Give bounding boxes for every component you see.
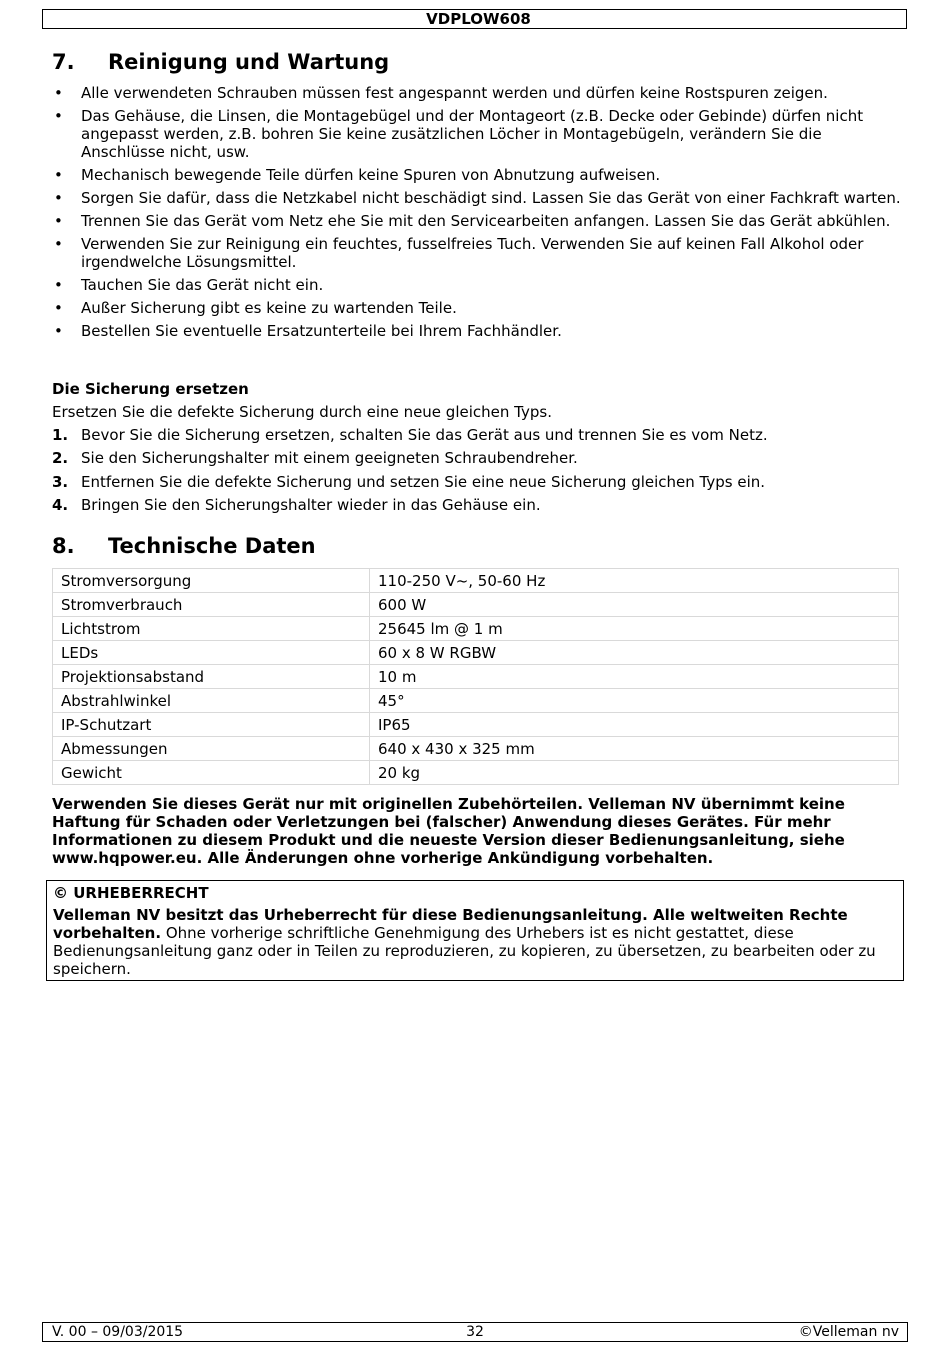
- model-name: VDPLOW608: [426, 10, 531, 28]
- spec-value: 110-250 V~, 50-60 Hz: [370, 569, 899, 593]
- table-row: [53, 761, 899, 785]
- footer-version: V. 00 – 09/03/2015: [52, 1324, 184, 1340]
- fuse-subheading: Die Sicherung ersetzen: [52, 380, 249, 398]
- list-item: • Tauchen Sie das Gerät nicht ein.: [52, 276, 902, 294]
- spec-value: 600 W: [370, 593, 899, 617]
- table-row: [53, 665, 899, 689]
- list-item: • Trennen Sie das Gerät vom Netz ehe Sie mit den Servicearbeiten anfangen. Lassen Sie das Gerät abkühlen.: [52, 212, 902, 230]
- section-7-title: Reinigung und Wartung: [108, 50, 390, 74]
- footer-page-number: 32: [466, 1324, 484, 1340]
- section-8-number: 8.: [52, 534, 75, 558]
- copyright-body: [53, 906, 897, 978]
- table-row: [53, 713, 899, 737]
- section-8-heading: [52, 534, 316, 558]
- spec-value: 20 kg: [370, 761, 899, 785]
- list-item: • Außer Sicherung gibt es keine zu wartenden Teile.: [52, 299, 902, 317]
- list-item: • Das Gehäuse, die Linsen, die Montagebügel und der Montageort (z.B. Decke oder Gebinde) dürfen nicht angepasst werden, z.B. bohren Sie keine zusätzlichen Löcher in Montagebügeln, verändern Sie die Anschlüsse nicht, usw.: [52, 107, 902, 161]
- spec-label: LEDs: [53, 641, 370, 665]
- copyright-title: © URHEBERRECHT: [53, 884, 209, 902]
- table-row: [53, 641, 899, 665]
- table-row: [53, 569, 899, 593]
- table-row: [53, 593, 899, 617]
- copyright-box: [46, 880, 904, 981]
- accessory-notice: Verwenden Sie dieses Gerät nur mit originellen Zubehörteilen. Velleman NV übernimmt keine Haftung für Schaden oder Verletzungen bei (falscher) Anwendung dieses Gerätes. Für mehr Informationen zu diesem Produkt und die neueste Version dieser Bedienungsanleitung, siehe www.hqpower.eu. Alle Änderungen ohne vorherige Ankündigung vorbehalten.: [52, 795, 845, 867]
- step-number: 3.: [52, 472, 69, 491]
- step-number: 1.: [52, 426, 69, 444]
- spec-label: Projektionsabstand: [53, 665, 370, 689]
- step-text: Entfernen Sie die defekte Sicherung und setzen Sie eine neue Sicherung gleichen Typs ein.: [81, 472, 766, 491]
- footer-brand: ©Velleman nv: [798, 1324, 899, 1340]
- spec-value: 60 x 8 W RGBW: [370, 641, 899, 665]
- list-item: • Verwenden Sie zur Reinigung ein feuchtes, fusselfreies Tuch. Verwenden Sie auf keinen Fall Alkohol oder irgendwelche Lösungsmittel.: [52, 235, 902, 271]
- step-text: Bringen Sie den Sicherungshalter wieder in das Gehäuse ein.: [81, 495, 541, 514]
- table-row: [53, 617, 899, 641]
- spec-label: Stromversorgung: [53, 569, 370, 593]
- step-number: 2.: [52, 449, 69, 468]
- spec-label: Gewicht: [53, 761, 370, 785]
- spec-value: IP65: [370, 713, 899, 737]
- step-text: Sie den Sicherungshalter mit einem geeigneten Schraubendreher.: [81, 449, 578, 468]
- copyright-text: Ohne vorherige schriftliche Genehmigung des Urhebers ist es nicht gestattet, diese Bedienungsanleitung ganz oder in Teilen zu reproduzieren, zu kopieren, zu übersetzen, zu bearbeiten oder zu speichern.: [53, 924, 876, 978]
- list-item: • Sorgen Sie dafür, dass die Netzkabel nicht beschädigt sind. Lassen Sie das Gerät von einer Fachkraft warten.: [52, 189, 902, 207]
- step-item: [52, 449, 902, 467]
- spec-value: 25645 lm @ 1 m: [370, 617, 899, 641]
- copyright-bold-text: Velleman NV besitzt das Urheberrecht für diese Bedienungsanleitung. Alle weltweiten Rechte vorbehalten.: [53, 906, 848, 942]
- page-footer: [42, 1322, 908, 1342]
- fuse-steps: [52, 426, 902, 519]
- spec-label: Lichtstrom: [53, 617, 370, 641]
- step-text: Bevor Sie die Sicherung ersetzen, schalten Sie das Gerät aus und trennen Sie es vom Netz.: [81, 426, 768, 444]
- table-row: [53, 737, 899, 761]
- fuse-intro: Ersetzen Sie die defekte Sicherung durch eine neue gleichen Typs.: [52, 403, 552, 421]
- spec-label: Stromverbrauch: [53, 593, 370, 617]
- section-7-number: 7.: [52, 50, 75, 74]
- table-row: [53, 689, 899, 713]
- spec-table: [52, 568, 899, 785]
- section-7-heading: [52, 50, 389, 74]
- list-item: • Bestellen Sie eventuelle Ersatzunterteile bei Ihrem Fachhändler.: [52, 322, 902, 340]
- step-item: [52, 473, 902, 491]
- step-number: 4.: [52, 495, 69, 514]
- step-item: [52, 426, 902, 444]
- spec-value: 640 x 430 x 325 mm: [370, 737, 899, 761]
- spec-label: Abstrahlwinkel: [53, 689, 370, 713]
- spec-value: 10 m: [370, 665, 899, 689]
- step-item: [52, 496, 902, 514]
- spec-label: Abmessungen: [53, 737, 370, 761]
- page-header: [42, 9, 907, 29]
- maintenance-list: [52, 84, 902, 345]
- spec-label: IP-Schutzart: [53, 713, 370, 737]
- list-item: • Alle verwendeten Schrauben müssen fest angespannt werden und dürfen keine Rostspuren zeigen.: [52, 84, 902, 102]
- section-8-title: Technische Daten: [108, 534, 316, 558]
- list-item: • Mechanisch bewegende Teile dürfen keine Spuren von Abnutzung aufweisen.: [52, 166, 902, 184]
- spec-value: 45°: [370, 689, 899, 713]
